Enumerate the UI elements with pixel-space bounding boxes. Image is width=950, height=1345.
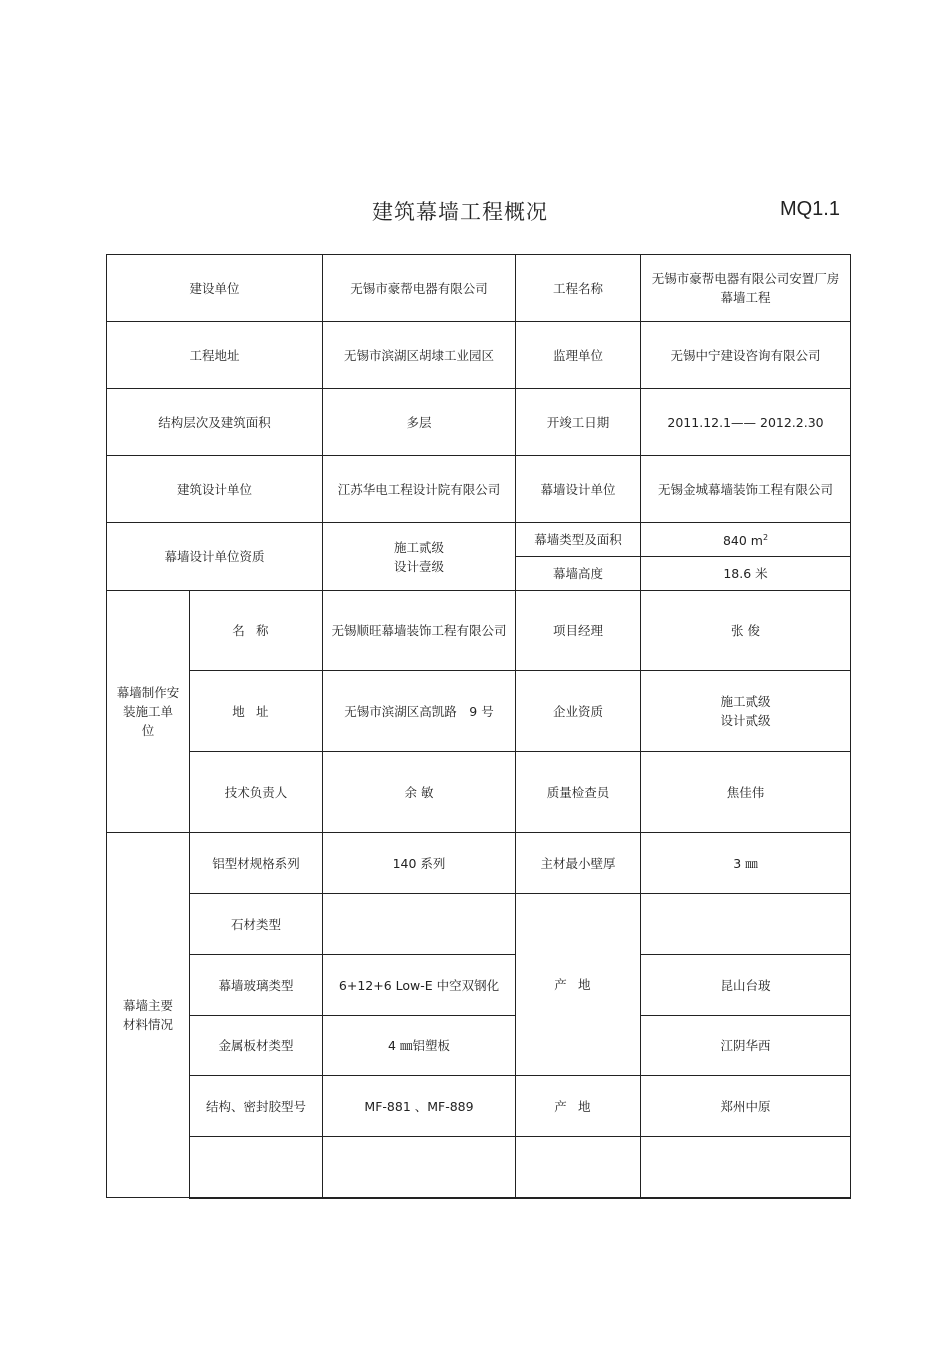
- design-qualification-value: [323, 523, 516, 591]
- project-address-value: 无锡市滨湖区胡埭工业园区: [323, 322, 516, 389]
- row-design: [107, 456, 851, 523]
- project-name-label: 工程名称: [516, 255, 641, 322]
- period-label: 开竣工日期: [516, 389, 641, 456]
- type-area-unit-exponent: 2: [762, 533, 769, 543]
- row-stone: [107, 894, 851, 955]
- period-value: 2011.12.1—— 2012.2.30: [641, 389, 851, 456]
- design-qualification-label: 幕墙设计单位资质: [107, 523, 323, 591]
- company-qualification-line2: 设计贰级: [720, 713, 771, 728]
- row-installer-address: [107, 671, 851, 752]
- supervisor-label: 监理单位: [516, 322, 641, 389]
- row-qualification: [107, 523, 851, 557]
- installer-name-value: 无锡顺旺幕墙装饰工程有限公司: [323, 591, 516, 671]
- supervisor-value: 无锡中宁建设咨询有限公司: [641, 322, 851, 389]
- design-qualification-line1: 施工贰级: [394, 539, 445, 555]
- row-installer-tech: [107, 752, 851, 833]
- type-area-value: [641, 523, 851, 557]
- type-area-number: 840 m: [722, 533, 763, 549]
- manager-value: 张 俊: [641, 591, 851, 671]
- type-area-label: 幕墙类型及面积: [516, 523, 641, 557]
- row-address: [107, 322, 851, 389]
- wall-thickness-label: 主材最小壁厚: [516, 833, 641, 894]
- empty-cell: [641, 1137, 851, 1198]
- metal-panel-value: 4 ㎜铝塑板: [323, 1016, 516, 1076]
- arch-design-value: 江苏华电工程设计院有限公司: [323, 456, 516, 523]
- build-unit-label: 建设单位: [107, 255, 323, 322]
- row-sealant: [107, 1076, 851, 1137]
- row-glass: [107, 955, 851, 1016]
- arch-design-label: 建筑设计单位: [107, 456, 323, 523]
- stone-value: [323, 894, 516, 955]
- sealant-value: MF-881 、MF-889: [323, 1076, 516, 1137]
- sealant-origin: 郑州中原: [641, 1076, 851, 1137]
- installer-group-label: 幕墙制作安装施工单 位: [107, 591, 190, 833]
- glass-value: 6+12+6 Low-E 中空双钢化: [323, 955, 516, 1016]
- design-qualification-line2: 设计壹级: [394, 558, 445, 574]
- wall-design-label: 幕墙设计单位: [516, 456, 641, 523]
- origin-label: 产地: [516, 894, 641, 1076]
- sealant-label: 结构、密封胶型号: [190, 1076, 323, 1137]
- row-metal: [107, 1016, 851, 1076]
- installer-name-label: 名称: [190, 591, 323, 671]
- height-label: 幕墙高度: [516, 557, 641, 591]
- metal-panel-label: 金属板材类型: [190, 1016, 323, 1076]
- build-unit-value: 无锡市豪帮电器有限公司: [323, 255, 516, 322]
- project-address-label: 工程地址: [107, 322, 323, 389]
- wall-thickness-value: 3 ㎜: [641, 833, 851, 894]
- company-qualification-value: [641, 671, 851, 752]
- manager-label: 项目经理: [516, 591, 641, 671]
- installer-address-label: 地址: [190, 671, 323, 752]
- row-structure: [107, 389, 851, 456]
- inspector-label: 质量检查员: [516, 752, 641, 833]
- sealant-origin-label: 产地: [516, 1076, 641, 1137]
- row-installer-name: [107, 591, 851, 671]
- tech-lead-label: 技术负责人: [190, 752, 323, 833]
- stone-origin: [641, 894, 851, 955]
- height-value: 18.6 米: [641, 557, 851, 591]
- metal-panel-origin: 江阴华西: [641, 1016, 851, 1076]
- empty-cell: [323, 1137, 516, 1198]
- aluminum-label: 铝型材规格系列: [190, 833, 323, 894]
- row-empty: [107, 1137, 851, 1198]
- project-name-value: 无锡市豪帮电器有限公司安置厂房幕墙工程: [641, 255, 851, 322]
- stone-label: 石材类型: [190, 894, 323, 955]
- empty-cell: [516, 1137, 641, 1198]
- structure-value: 多层: [323, 389, 516, 456]
- form-code: MQ1.1: [779, 198, 840, 220]
- glass-label: 幕墙玻璃类型: [190, 955, 323, 1016]
- company-qualification-label: 企业资质: [516, 671, 641, 752]
- page-title: 建筑幕墙工程概况: [372, 200, 548, 224]
- row-aluminum: [107, 833, 851, 894]
- installer-address-value: 无锡市滨湖区高凯路 9 号: [323, 671, 516, 752]
- glass-origin: 昆山台玻: [641, 955, 851, 1016]
- structure-label: 结构层次及建筑面积: [107, 389, 323, 456]
- inspector-value: 焦佳伟: [641, 752, 851, 833]
- company-qualification-line1: 施工贰级: [720, 694, 771, 709]
- row-build-unit: [107, 255, 851, 322]
- empty-cell: [190, 1137, 323, 1198]
- aluminum-value: 140 系列: [323, 833, 516, 894]
- wall-design-value: 无锡金城幕墙装饰工程有限公司: [641, 456, 851, 523]
- project-overview-table: [106, 254, 851, 1199]
- tech-lead-value: 余 敏: [323, 752, 516, 833]
- materials-group-label: 幕墙主要材料情况: [107, 833, 190, 1198]
